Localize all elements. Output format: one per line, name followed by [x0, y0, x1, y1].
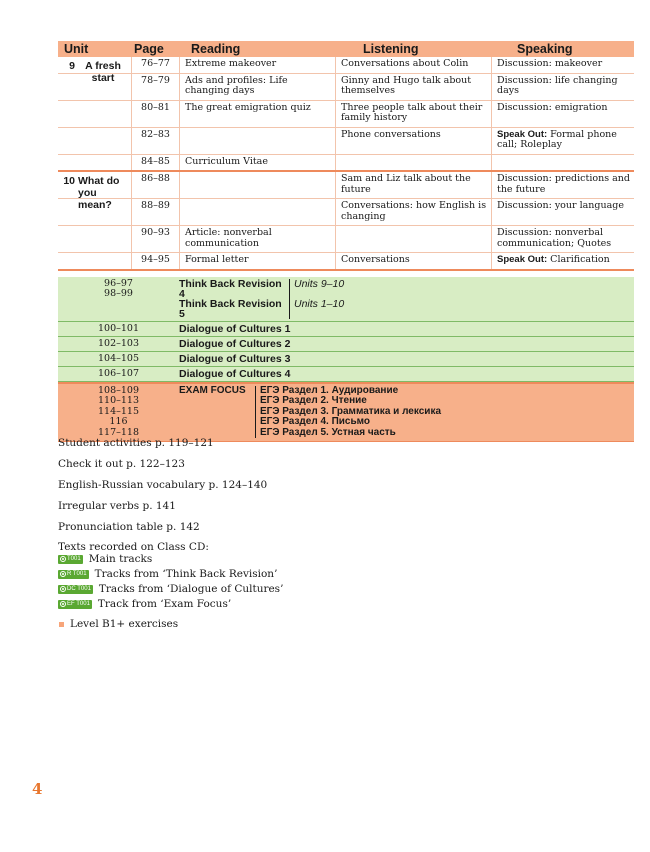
cd-icon: T001 [58, 555, 83, 564]
cd-track-label: Tracks from ‘Think Back Revision’ [94, 568, 278, 580]
row-page: 86–88 [131, 172, 179, 198]
row-reading [179, 172, 335, 198]
header-speaking: Speaking [517, 42, 573, 56]
dialogue-row [58, 367, 634, 382]
exam-item: ЕГЭ Раздел 1. Аудирование [260, 384, 399, 396]
row-reading [179, 128, 335, 154]
row-page: 94–95 [131, 253, 179, 269]
table-row [58, 199, 634, 226]
row-reading: Article: nonverbal communication [179, 226, 335, 252]
exam-focus-label: EXAM FOCUS [179, 384, 246, 396]
table-row [58, 57, 634, 74]
dialogue-title: Dialogue of Cultures 1 [179, 322, 291, 335]
row-speaking [491, 155, 634, 171]
table-row [58, 226, 634, 253]
check-it-out: Check it out p. 122–123 [58, 458, 185, 470]
dialogue-row [58, 337, 634, 352]
dialogue-row [58, 352, 634, 367]
think-back-units: Units 1–10 [289, 299, 634, 319]
cd-track-line [58, 553, 152, 565]
row-listening: Ginny and Hugo talk about themselves [335, 74, 491, 100]
exam-item: ЕГЭ Раздел 5. Устная часть [260, 426, 396, 438]
dialogue-row [58, 322, 634, 337]
row-page: 80–81 [131, 101, 179, 127]
row-speaking: Speak Out: Formal phone call; Roleplay [491, 128, 634, 154]
exam-item: ЕГЭ Раздел 4. Письмо [260, 416, 370, 427]
exam-item: ЕГЭ Раздел 2. Чтение [260, 395, 367, 406]
row-listening: Sam and Liz talk about the future [335, 172, 491, 198]
think-back-row [58, 277, 634, 322]
header-page: Page [134, 42, 164, 56]
student-activities: Student activities p. 119–121 [58, 437, 214, 449]
table-row [58, 253, 634, 269]
header-reading: Reading [191, 42, 241, 56]
row-listening: Three people talk about their family history [335, 101, 491, 127]
cd-track-label: Tracks from ‘Dialogue of Cultures’ [98, 583, 284, 595]
header-listening: Listening [363, 42, 419, 56]
cd-track-line [58, 598, 231, 610]
page-number: 4 [32, 780, 43, 798]
table-header [58, 41, 634, 57]
row-page: 84–85 [131, 155, 179, 171]
row-listening [335, 155, 491, 171]
cd-icon: DC T001 [58, 585, 93, 594]
level-line [58, 618, 178, 630]
dialogue-title: Dialogue of Cultures 3 [179, 352, 291, 365]
row-page: 82–83 [131, 128, 179, 154]
row-listening: Phone conversations [335, 128, 491, 154]
table-row [58, 101, 634, 128]
dialogue-page: 104–105 [97, 352, 139, 364]
unit-label [58, 172, 131, 269]
row-speaking: Discussion: your language [491, 199, 634, 225]
row-listening: Conversations [335, 253, 491, 269]
pronunciation-table: Pronunciation table p. 142 [58, 521, 200, 533]
think-back-page: 96–97 [104, 277, 133, 289]
row-speaking: Discussion: nonverbal communication; Quotes [491, 226, 634, 252]
irregular-verbs: Irregular verbs p. 141 [58, 500, 176, 512]
think-back-title: Think Back Revision 4 [179, 277, 282, 300]
unit-number: 9 [69, 60, 75, 72]
dialogue-title: Dialogue of Cultures 2 [179, 337, 291, 350]
exam-focus-row [58, 382, 634, 443]
vocabulary: English-Russian vocabulary p. 124–140 [58, 479, 268, 491]
row-reading: Extreme makeover [179, 57, 335, 73]
row-page: 76–77 [131, 57, 179, 73]
unit-name: A fresh start [85, 60, 121, 84]
row-listening: Conversations about Colin [335, 57, 491, 73]
row-page: 90–93 [131, 226, 179, 252]
cd-icon: R T001 [58, 570, 89, 579]
dialogue-page: 100–101 [97, 322, 139, 334]
exam-page: 116 [109, 416, 128, 427]
row-speaking: Speak Out: Clarification [491, 253, 634, 269]
row-page: 78–79 [131, 74, 179, 100]
row-listening [335, 226, 491, 252]
table-row [58, 155, 634, 171]
think-back-units: Units 9–10 [289, 279, 634, 299]
contents-table [58, 41, 634, 442]
exam-page: 114–115 [97, 405, 139, 417]
think-back-title: Think Back Revision 5 [179, 297, 282, 320]
unit-number: 10 [63, 175, 75, 187]
header-unit: Unit [64, 42, 89, 56]
cd-track-label: Track from ‘Exam Focus’ [97, 598, 232, 610]
table-row [58, 128, 634, 155]
row-speaking: Discussion: life changing days [491, 74, 634, 100]
row-listening: Conversations: how English is changing [335, 199, 491, 225]
row-speaking: Discussion: predictions and the future [491, 172, 634, 198]
dialogue-title: Dialogue of Cultures 4 [179, 367, 291, 380]
unit-label [58, 57, 131, 170]
row-page: 88–89 [131, 199, 179, 225]
exam-page: 117–118 [97, 426, 139, 438]
exam-page: 108–109 [97, 384, 139, 396]
row-speaking: Discussion: emigration [491, 101, 634, 127]
cd-icon: EF T001 [58, 600, 92, 609]
level-square-icon [59, 622, 64, 627]
row-reading: Ads and profiles: Life changing days [179, 74, 335, 100]
cd-track-label: Main tracks [88, 553, 153, 565]
row-reading: Curriculum Vitae [179, 155, 335, 171]
unit-name: What do you mean? [78, 175, 120, 211]
row-reading: The great emigration quiz [179, 101, 335, 127]
table-row [58, 172, 634, 199]
think-back-page: 98–99 [104, 287, 133, 299]
row-reading [179, 199, 335, 225]
level-label: Level B1+ exercises [70, 618, 179, 630]
cd-intro: Texts recorded on Class CD: [58, 541, 209, 553]
exam-page: 110–113 [97, 395, 139, 406]
table-row [58, 74, 634, 101]
exam-item: ЕГЭ Раздел 3. Грамматика и лексика [260, 405, 442, 417]
dialogue-page: 102–103 [97, 337, 139, 349]
dialogue-page: 106–107 [97, 367, 139, 379]
row-reading: Formal letter [179, 253, 335, 269]
cd-track-line [58, 568, 277, 580]
unit-9-block [58, 57, 634, 172]
cd-track-line [58, 583, 283, 595]
unit-10-block [58, 172, 634, 271]
row-speaking: Discussion: makeover [491, 57, 634, 73]
